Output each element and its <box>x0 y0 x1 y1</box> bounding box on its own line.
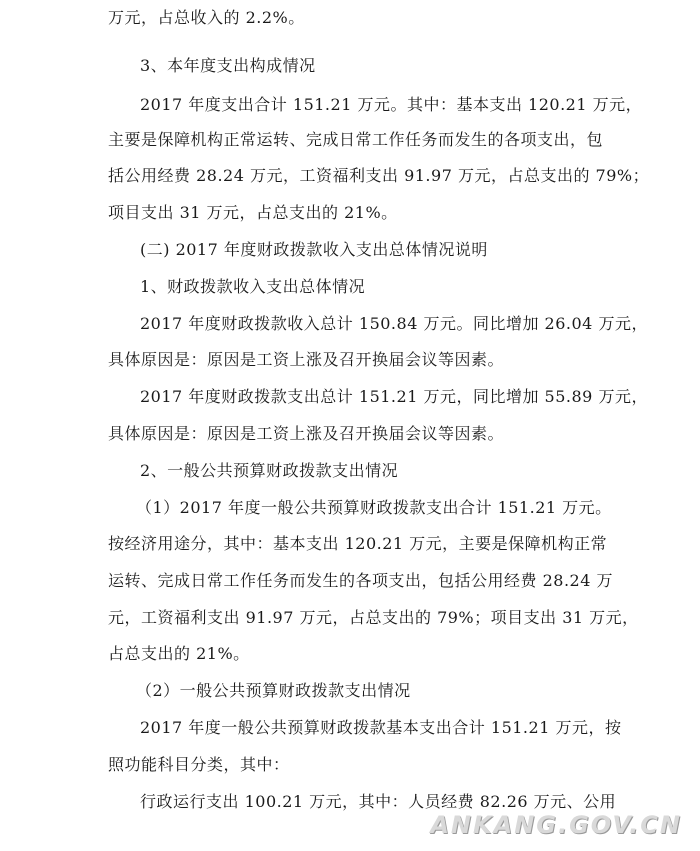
body-text-line-4: 主要是保障机构正常运转、完成日常工作任务而发生的各项支出，包 <box>108 130 604 149</box>
body-text-line-6: 项目支出 31 万元，占总支出的 21%。 <box>108 203 398 222</box>
body-text-line-14: （1）2017 年度一般公共预算财政拨款支出合计 151.21 万元。 <box>136 498 612 517</box>
body-text-line-16: 运转、完成日常工作任务而发生的各项支出，包括公用经费 28.24 万 <box>108 571 613 590</box>
body-text-line-21: 照功能科目分类，其中： <box>108 755 290 774</box>
body-text-line-5: 括公用经费 28.24 万元，工资福利支出 91.97 万元，占总支出的 79%； <box>108 166 650 185</box>
site-watermark: ANKANG.GOV.CN <box>430 811 682 839</box>
subsection-heading-3: （2）一般公共预算财政拨款支出情况 <box>136 681 411 700</box>
body-text-line-11: 2017 年度财政拨款支出总计 151.21 万元，同比增加 55.89 万元， <box>140 387 648 406</box>
body-text-line-22: 行政运行支出 100.21 万元，其中：人员经费 82.26 万元、公用 <box>140 792 617 811</box>
subsection-heading-1: 1、财政拨款收入支出总体情况 <box>140 277 366 296</box>
body-text-line-20: 2017 年度一般公共预算财政拨款基本支出合计 151.21 万元，按 <box>140 718 622 737</box>
body-text-line-10: 具体原因是：原因是工资上涨及召开换届会议等因素。 <box>108 350 505 369</box>
section-heading-2: (二) 2017 年度财政拨款收入支出总体情况说明 <box>140 240 488 259</box>
body-text-line-9: 2017 年度财政拨款收入总计 150.84 万元。同比增加 26.04 万元， <box>140 314 648 333</box>
body-text-line-3: 2017 年度支出合计 151.21 万元。其中：基本支出 120.21 万元， <box>140 95 643 114</box>
body-text-line-1: 万元，占总收入的 2.2%。 <box>108 8 305 27</box>
section-heading-3: 3、本年度支出构成情况 <box>140 56 316 75</box>
subsection-heading-2: 2、一般公共预算财政拨款支出情况 <box>140 461 399 480</box>
body-text-line-18: 占总支出的 21%。 <box>108 644 250 663</box>
body-text-line-17: 元，工资福利支出 91.97 万元，占总支出的 79%；项目支出 31 万元， <box>108 608 639 627</box>
body-text-line-12: 具体原因是：原因是工资上涨及召开换届会议等因素。 <box>108 424 505 443</box>
body-text-line-15: 按经济用途分，其中：基本支出 120.21 万元，主要是保障机构正常 <box>108 534 608 553</box>
